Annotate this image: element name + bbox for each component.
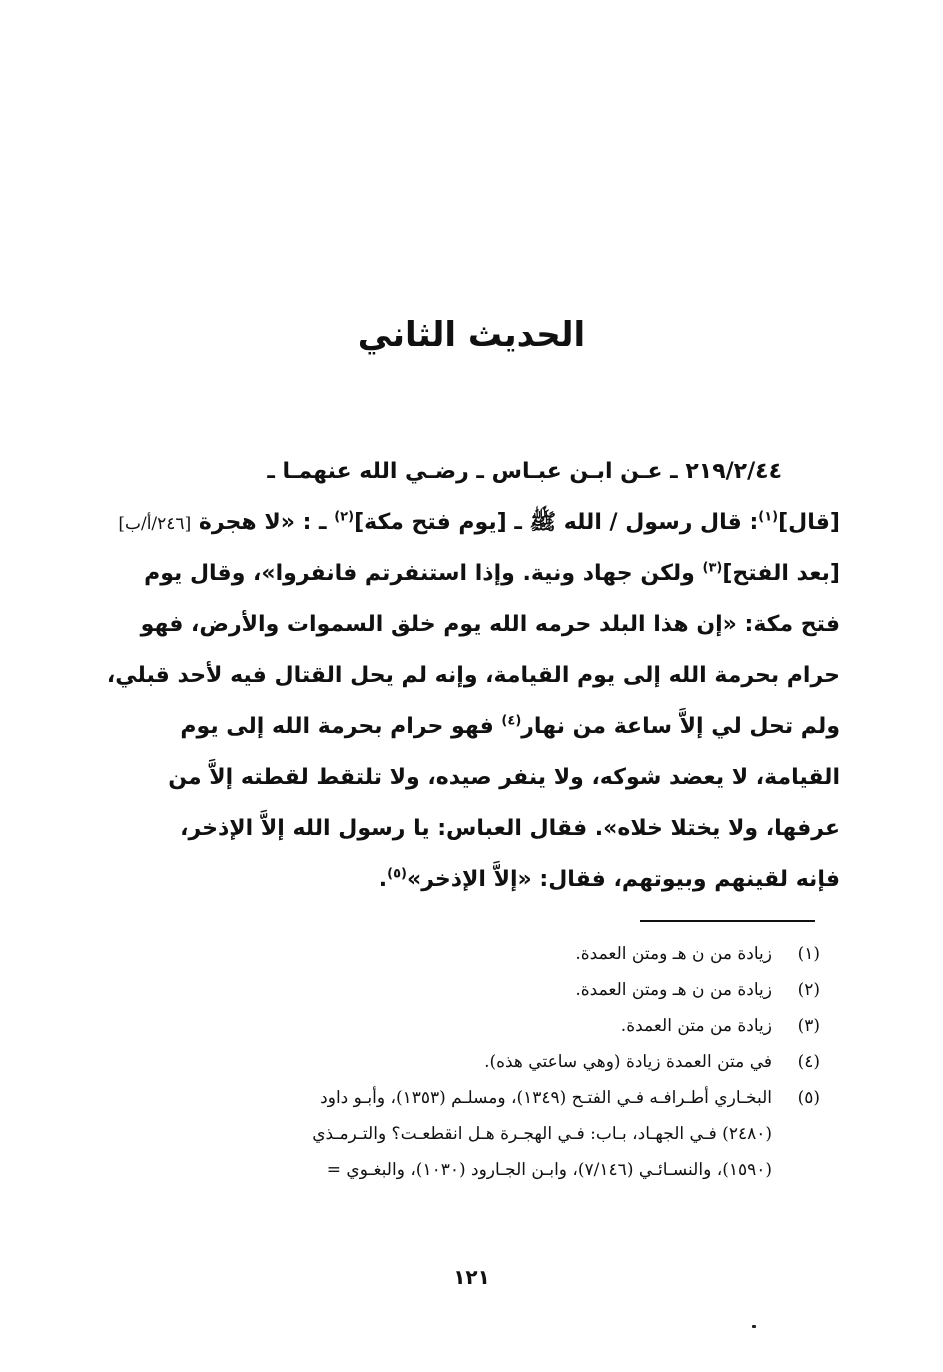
footnote-number: (٥) bbox=[797, 1088, 820, 1108]
bracket-qala: [قال] bbox=[778, 510, 840, 535]
hadith-text bbox=[70, 446, 840, 905]
body-line-5: حرام بحرمة الله إلى يوم القيامة، وإنه لم يحل القتال فيه لأحد قبلي، bbox=[106, 663, 840, 688]
body-line-8: عرفها، ولا يختلا خلاه». فقال العباس: يا رسول الله إلاَّ الإذخر، bbox=[180, 816, 840, 841]
footnote-text bbox=[120, 972, 772, 1008]
body-line-6-start: ولم تحل لي إلاَّ ساعة من نهار bbox=[521, 714, 840, 739]
body-line-6-text: فهو حرام بحرمة الله إلى يوم bbox=[180, 714, 502, 739]
footnote-separator bbox=[640, 920, 815, 922]
footnote-text bbox=[120, 1080, 772, 1188]
bracket-bad-al-fath: [بعد الفتح] bbox=[722, 561, 840, 586]
footnote-text bbox=[120, 1044, 772, 1080]
footnote-line: زيادة من ن هـ ومتن العمدة. bbox=[575, 980, 772, 1000]
body-line-1: ٢١٩/٢/٤٤ ـ عـن ابـن عبـاس ـ رضـي الله عنهمـا ـ bbox=[267, 459, 782, 484]
page-number: ١٢١ bbox=[453, 1265, 490, 1289]
footnote-3 bbox=[120, 1008, 820, 1044]
footnote-5 bbox=[120, 1080, 820, 1188]
footnote-line: في متن العمدة زيادة (وهي ساعتي هذه). bbox=[484, 1052, 772, 1072]
body-line-9-end: . bbox=[378, 867, 388, 892]
footnote-2 bbox=[120, 972, 820, 1008]
manuscript-folio-ref: [٢٤٦/أ/ب] bbox=[118, 514, 192, 534]
footnote-ref-1: (١) bbox=[758, 509, 779, 525]
body-line-3-text: ولكن جهاد ونية. وإذا استنفرتم فانفروا»، وقال يوم bbox=[144, 561, 703, 586]
body-line-7: القيامة، لا يعضد شوكه، ولا ينفر صيده، ولا تلتقط لقطته إلاَّ من bbox=[168, 765, 840, 790]
footnote-ref-2: (٢) bbox=[334, 509, 355, 525]
footnote-number: (٤) bbox=[797, 1052, 820, 1072]
footnote-ref-5: (٥) bbox=[387, 866, 407, 882]
body-line-9-text: فإنه لقينهم وبيوتهم، فقال: «إلاَّ الإذخر» bbox=[407, 867, 840, 892]
footnote-number: (١) bbox=[797, 944, 820, 964]
footnote-line: البخـاري أطـرافـه فـي الفتـح (١٣٤٩)، ومسلـم (١٣٥٣)، وأبـو داود bbox=[320, 1088, 772, 1108]
body-line-2-tail: ـ : «لا هجرة bbox=[191, 510, 335, 535]
footnote-4 bbox=[120, 1044, 820, 1080]
footnote-ref-3: (٣) bbox=[702, 560, 723, 576]
body-line-6 bbox=[70, 701, 840, 752]
footnote-ref-4: (٤) bbox=[501, 713, 522, 729]
body-line-9 bbox=[70, 854, 840, 905]
scan-speck bbox=[752, 1325, 756, 1328]
body-line-4: فتح مكة: «إن هذا البلد حرمه الله يوم خلق السموات والأرض، فهو bbox=[140, 612, 840, 637]
footnote-line: (١٥٩٠)، والنسـائـي (٧/١٤٦)، وابـن الجـارود (١٠٣٠)، والبغـوي = bbox=[326, 1160, 772, 1180]
footnote-number: (٣) bbox=[797, 1016, 820, 1036]
body-line-3 bbox=[70, 548, 840, 599]
footnotes bbox=[120, 936, 820, 1188]
footnote-number: (٢) bbox=[797, 980, 820, 1000]
footnote-line: زيادة من متن العمدة. bbox=[620, 1016, 772, 1036]
body-line-2 bbox=[30, 497, 840, 548]
body-line-2-text: : قال رسول / الله ﷺ ـ [يوم فتح مكة] bbox=[354, 510, 759, 535]
chapter-title: الحديث الثاني bbox=[357, 315, 586, 355]
footnote-1 bbox=[120, 936, 820, 972]
footnote-line: (٢٤٨٠) فـي الجهـاد، بـاب: فـي الهجـرة هـل انقطعـت؟ والتـرمـذي bbox=[312, 1124, 772, 1144]
footnote-text bbox=[120, 936, 772, 972]
footnote-line: زيادة من ن هـ ومتن العمدة. bbox=[575, 944, 772, 964]
footnote-text bbox=[120, 1008, 772, 1044]
